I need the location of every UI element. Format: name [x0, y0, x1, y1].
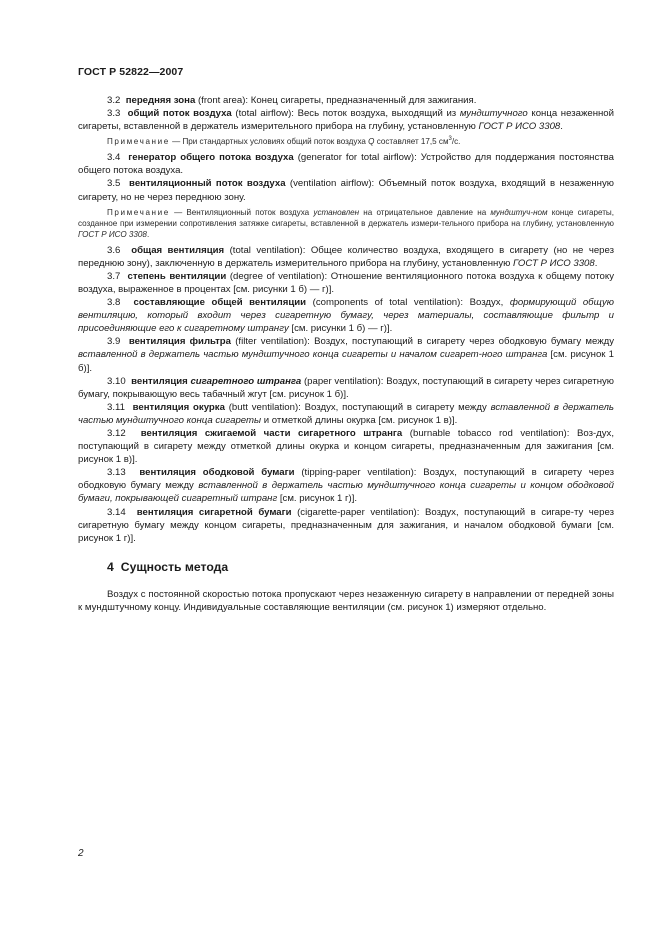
definition-3-12: 3.12 вентиляция сжигаемой части сигаретного штранга (burnable tobacco rod ventilation): Воз-дух, поступающий в сигарету между отметкой длины окурка и концом сигареты, предназначенным для зажигания [см. рисунок 1 в)].	[78, 427, 615, 466]
note-2: Примечание — Вентиляционный поток воздуха установлен на отрицательное давление на мундштуч-ном конце сигареты, созданное при измерении сопротивления затяжке сигареты, вставленной в держатель измери-тельного прибора на глубину, установленную ГОСТ Р ИСО 3308.	[78, 207, 614, 239]
definition-3-9: 3.9 вентиляция фильтра (filter ventilation): Воздух, поступающий в сигарету через ободковую бумагу между вставленной в держатель частью мундштучного конца сигареты и началом сигарет-ного штранга [см. рисунок 1 б)].	[78, 336, 615, 374]
definition-3-10: 3.10 вентиляция сигаретного штранга (paper ventilation): Воздух, поступающий в сигарету через сигаретную бумагу, покрывающую весь табачный жгут [см. рисунок 1 б)].	[78, 375, 615, 400]
definition-3-3: 3.3 общий поток воздуха (total airflow): Весь поток воздуха, выходящий из мундштучного конца незаженной сигареты, вставленной в держатель измерительного прибора на глубину, установленную ГОСТ Р ИСО 3308.	[78, 108, 614, 133]
document-body	[78, 94, 614, 614]
definition-3-7: 3.7 степень вентиляции (degree of ventilation): Отношение вентиляционного потока воздуха к общему потоку воздуха, выраженное в процентах [см. рисунки 1 б) — г)].	[78, 270, 614, 295]
definition-3-2: 3.2 передняя зона (front area): Конец сигареты, предназначенный для зажигания.	[107, 95, 477, 106]
document-header: ГОСТ Р 52822—2007	[78, 66, 184, 78]
section-title: Сущность метода	[120, 559, 229, 574]
section-number: 4	[107, 559, 114, 574]
definition-3-8: 3.8 составляющие общей вентиляции (components of total ventilation): Воздух, формирующий общую вентиляцию, который входит через сигаретную бумагу, через материалы, составляющие фильтр и присоединяющие его к сигаретному штрангу [см. рисунки 1 б) — г)].	[78, 297, 614, 335]
section-4-heading	[107, 561, 614, 574]
page-number: 2	[78, 848, 84, 859]
definition-3-6: 3.6 общая вентиляция (total ventilation): Общее количество воздуха, входящего в сигарету (но не через переднюю зону), заключенную в держатель измерительного прибора на глубину, установленную ГОСТ Р ИСО 3308.	[78, 244, 615, 269]
definition-3-13: 3.13 вентиляция ободковой бумаги (tipping-paper ventilation): Воздух, поступающий в сигарету через ободковую бумагу между вставленной в держатель частью мундштучного конца сигареты и концом ободковой бумаги, покрывающей сигаретный штранг [см. рисунок 1 г)].	[78, 467, 615, 505]
definition-3-4: 3.4 генератор общего потока воздуха (generator for total airflow): Устройство для поддержания постоянства общего потока воздуха.	[78, 152, 614, 177]
section-4-body: Воздух с постоянной скоростью потока пропускают через незаженную сигарету в направлении от передней зоны к мундштучному концу. Индивидуальные составляющие вентиляции (см. рисунок 1) измеряют отдельно.	[78, 588, 614, 613]
definition-3-14: 3.14 вентиляция сигаретной бумаги (cigarette-paper ventilation): Воздух, поступающий в сигаре-ту через сигаретную бумагу между концом сигареты, предназначенным для зажигания, и началом ободковой бумаги [см. рисунок 1 г)].	[78, 506, 614, 544]
definition-3-5: 3.5 вентиляционный поток воздуха (ventilation airflow): Объемный поток воздуха, входящий в незаженную сигарету, но не через переднюю зону.	[78, 178, 614, 203]
note-1: Примечание — При стандартных условиях общий поток воздуха Q составляет 17,5 $см^3/с$.	[107, 136, 461, 147]
definition-3-11: 3.11 вентиляция окурка (butt ventilation): Воздух, поступающий в сигарету между вставленной в держатель частью мундштучного конца сигареты и отметкой длины окурка [см. рисунок 1 в)].	[78, 401, 614, 426]
